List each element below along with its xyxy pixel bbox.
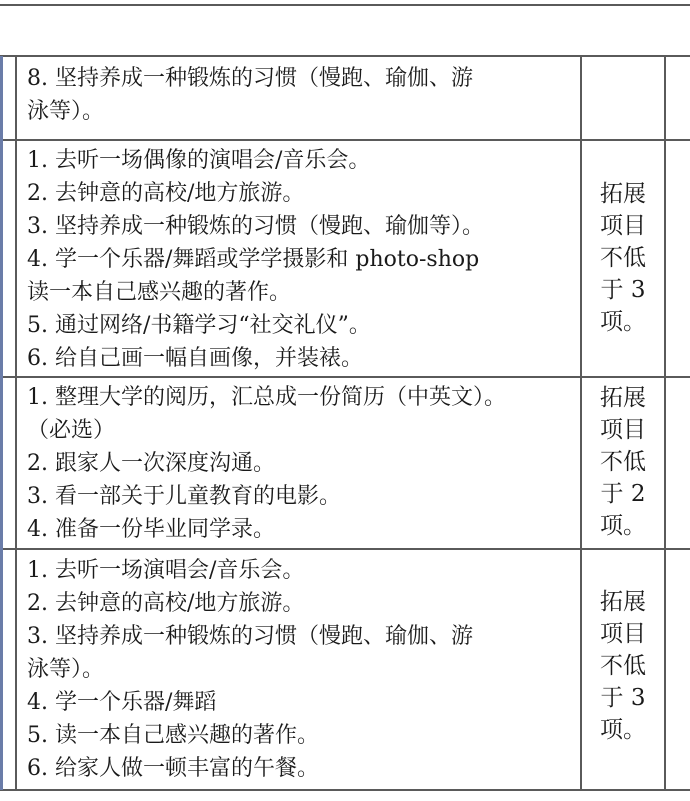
requirement-line: 不低 — [600, 245, 646, 271]
activity-line: 2. 去钟意的高校/地方旅游。 — [27, 181, 305, 206]
requirement-line: 项目 — [600, 621, 646, 647]
column-border-left — [15, 56, 17, 790]
activity-line: 2. 跟家人一次深度沟通。 — [27, 451, 275, 476]
requirement-line: 拓展 — [600, 181, 646, 207]
activity-line: 8. 坚持养成一种锻炼的习惯（慢跑、瑜伽、游 — [27, 66, 473, 91]
activity-line: 6. 给家人做一顿丰富的午餐。 — [27, 756, 319, 781]
row-1-activities — [27, 62, 473, 128]
table-border-bottom — [0, 789, 690, 791]
requirement-line: 于 3 — [600, 685, 646, 711]
table-border-top — [0, 55, 690, 57]
column-border-right — [664, 56, 666, 790]
activity-line: 4. 学一个乐器/舞蹈或学学摄影和 photo-shop — [27, 247, 480, 272]
requirement-line: 项。 — [600, 309, 646, 335]
activity-line: 1. 去听一场偶像的演唱会/音乐会。 — [27, 148, 371, 173]
activity-line: 3. 看一部关于儿童教育的电影。 — [27, 484, 341, 509]
activity-line: 6. 给自己画一幅自画像，并装裱。 — [27, 346, 363, 371]
row-2-requirement — [584, 178, 662, 338]
requirement-line: 不低 — [600, 449, 646, 475]
row-3-activities — [27, 381, 506, 546]
activity-line: 4. 学一个乐器/舞蹈 — [27, 690, 217, 715]
requirement-line: 项目 — [600, 213, 646, 239]
row-divider-1 — [0, 139, 690, 141]
row-divider-2 — [0, 376, 690, 378]
activity-line: 泳等）。 — [27, 99, 105, 124]
requirement-line: 不低 — [600, 653, 646, 679]
top-rule — [0, 4, 690, 6]
activity-line: 读一本自己感兴趣的著作。 — [27, 280, 292, 305]
requirement-line: 项目 — [600, 417, 646, 443]
left-column-edge — [0, 56, 3, 790]
activity-line: 3. 坚持养成一种锻炼的习惯（慢跑、瑜伽、游 — [27, 624, 473, 649]
activity-line: 3. 坚持养成一种锻炼的习惯（慢跑、瑜伽等）。 — [27, 214, 484, 239]
row-4-requirement — [584, 586, 662, 746]
row-4-activities — [27, 554, 473, 785]
requirement-line: 拓展 — [600, 589, 646, 615]
activity-line: 2. 去钟意的高校/地方旅游。 — [27, 591, 305, 616]
column-border-middle — [580, 56, 582, 790]
row-2-activities — [27, 144, 484, 375]
requirement-line: 于 2 — [600, 481, 646, 507]
activity-line: 1. 去听一场演唱会/音乐会。 — [27, 558, 305, 583]
activity-line: 泳等）。 — [27, 657, 105, 682]
requirement-line: 项。 — [600, 717, 646, 743]
activity-line: 1. 整理大学的阅历，汇总成一份简历（中英文）。 — [27, 385, 506, 410]
activity-line: 5. 读一本自己感兴趣的著作。 — [27, 723, 319, 748]
activity-line: 5. 通过网络/书籍学习“社交礼仪”。 — [27, 313, 371, 338]
row-3-requirement — [584, 382, 662, 542]
activity-line: （必选） — [27, 418, 116, 443]
requirement-line: 拓展 — [600, 385, 646, 411]
requirement-line: 于 3 — [600, 277, 646, 303]
activity-line: 4. 准备一份毕业同学录。 — [27, 517, 275, 542]
requirement-line: 项。 — [600, 513, 646, 539]
row-divider-3 — [0, 548, 690, 550]
